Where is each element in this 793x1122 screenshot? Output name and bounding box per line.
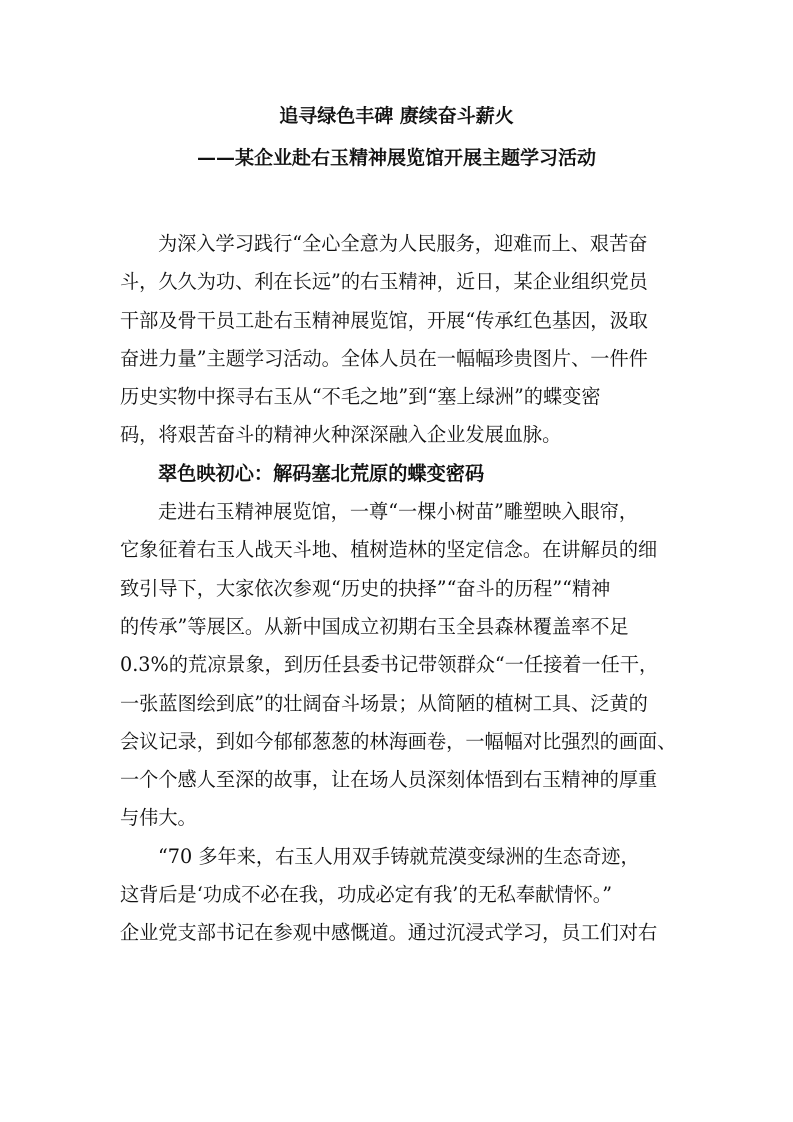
text-line: “70 多年来，右玉人用双手铸就荒漠变绿洲的生态奇迹，	[158, 844, 640, 868]
text-line: 历史实物中探寻右玉从“不毛之地”到“塞上绿洲”的蝶变密	[120, 385, 601, 409]
text-line: 的传承”等展区。从新中国成立初期右玉全县森林覆盖率不足	[120, 614, 629, 638]
text-line: 一个个感人至深的故事，让在场人员深刻体悟到右玉精神的厚重	[120, 768, 658, 792]
document-body	[120, 225, 680, 953]
document-title: 追寻绿色丰碑 赓续奋斗薪火	[279, 105, 514, 127]
text-line: 为深入学习践行“全心全意为人民服务，迎难而上、艰苦奋	[158, 232, 648, 255]
text-line: 会议记录，到如今郁郁葱葱的林海画卷，一幅幅对比强烈的画面、	[120, 729, 677, 753]
text-line: 一张蓝图绘到底”的壮阔奋斗场景；从简陋的植树工具、泛黄的	[120, 691, 648, 715]
text-line: 码，将艰苦奋斗的精神火种深深融入企业发展血脉。	[120, 423, 562, 447]
text-line: 致引导下，大家依次参观“历史的抉择”“奋斗的历程”“精神	[120, 576, 611, 600]
text-line: 企业党支部书记在参观中感慨道。通过沉浸式学习，员工们对右	[120, 921, 658, 945]
text-line: 奋进力量”主题学习活动。全体人员在一幅幅珍贵图片、一件件	[120, 346, 648, 370]
text-line: 0.3%的荒凉景象，到历任县委书记带领群众“一任接着一任干，	[120, 653, 659, 677]
section-heading: 翠色映初心：解码塞北荒原的蝶变密码	[158, 461, 485, 485]
text-line: 干部及骨干员工赴右玉精神展览馆，开展“传承红色基因，汲取	[120, 308, 648, 332]
text-line: 这背后是‘功成不必在我，功成必定有我’的无私奉献情怀。”	[120, 883, 613, 907]
text-line: 与伟大。	[120, 806, 197, 830]
document-subtitle: ——某企业赴右玉精神展览馆开展主题学习活动	[196, 147, 596, 169]
text-line: 斗，久久为功、利在长远”的右玉精神，近日，某企业组织党员	[120, 270, 648, 294]
text-line: 走进右玉精神展览馆，一尊“一棵小树苗”雕塑映入眼帘，	[158, 500, 639, 524]
text-line: 它象征着右玉人战天斗地、植树造林的坚定信念。在讲解员的细	[120, 538, 658, 562]
